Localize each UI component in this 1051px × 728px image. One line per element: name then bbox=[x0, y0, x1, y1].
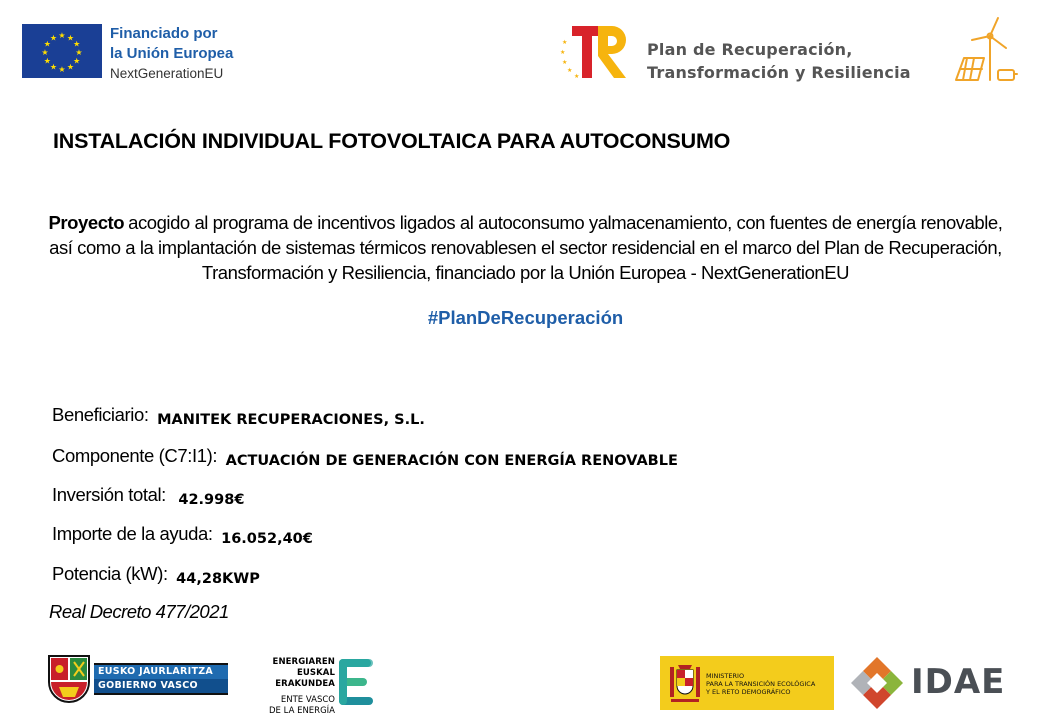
ministry-line1: MINISTERIO bbox=[706, 672, 745, 680]
project-text: acogido al programa de incentivos ligados al autoconsumo yalmacenamiento, con fuentes de energía renovable, así como a la implantación de sistemas térmicos renovablesen el sector residencial en el marco del Plan de Recuperación, Transformación y Resiliencia, financiado por la Unión Europea - NextGenerationEU bbox=[49, 212, 1003, 283]
power-field bbox=[52, 563, 260, 585]
svg-text:★: ★ bbox=[562, 39, 568, 46]
project-description bbox=[40, 210, 1011, 285]
document-title: INSTALACIÓN INDIVIDUAL FOTOVOLTAICA PARA AUTOCONSUMO bbox=[53, 129, 731, 153]
svg-text:★: ★ bbox=[562, 59, 568, 66]
svg-text:★: ★ bbox=[58, 31, 66, 40]
ministry-logo bbox=[660, 656, 834, 710]
windmill-solar-icon bbox=[950, 16, 1020, 86]
svg-text:★: ★ bbox=[567, 67, 573, 74]
svg-text:★: ★ bbox=[73, 56, 81, 66]
decree: Real Decreto 477/2021 bbox=[49, 601, 229, 622]
eu-logo-line3: NextGenerationEU bbox=[110, 66, 224, 81]
svg-text:★: ★ bbox=[75, 48, 83, 57]
eve-line2: EUSKAL ERAKUNDEA bbox=[275, 668, 335, 689]
plan-recuperacion-logo-icon bbox=[560, 22, 632, 82]
svg-text:★: ★ bbox=[73, 39, 81, 49]
svg-text:★: ★ bbox=[41, 48, 49, 57]
plan-recuperacion-text bbox=[647, 38, 911, 84]
investment-value: 42.998€ bbox=[178, 492, 245, 508]
project-lead: Proyecto bbox=[48, 212, 125, 233]
power-label: Potencia (kW): bbox=[52, 563, 168, 584]
eu-logo-line1: Financiado por bbox=[110, 25, 218, 42]
eve-line4: DE LA ENERGÍA bbox=[269, 706, 335, 716]
component-label: Componente (C7:I1): bbox=[52, 445, 218, 466]
plan-logo-line1: Plan de Recuperación, bbox=[647, 40, 853, 59]
eu-logo-text bbox=[110, 24, 233, 84]
svg-text:★: ★ bbox=[66, 33, 75, 43]
eve-line3: ENTE VASCO bbox=[280, 695, 335, 705]
beneficiary-field bbox=[52, 404, 425, 426]
investment-field bbox=[52, 484, 244, 506]
svg-text:★: ★ bbox=[49, 33, 58, 43]
component-value: ACTUACIÓN DE GENERACIÓN CON ENERGÍA RENOVABLE bbox=[225, 453, 678, 469]
ministry-text bbox=[706, 672, 815, 696]
svg-text:★: ★ bbox=[58, 65, 66, 74]
eve-line1: ENERGIAREN bbox=[272, 657, 335, 667]
idae-mark-icon bbox=[849, 655, 905, 711]
plan-logo-line2: Transformación y Resiliencia bbox=[647, 63, 911, 82]
eve-logo-text bbox=[237, 657, 335, 717]
basque-shield-icon bbox=[46, 653, 92, 705]
eve-logo bbox=[237, 657, 377, 716]
eu-funding-logo bbox=[22, 24, 262, 80]
ministry-line2: PARA LA TRANSICIÓN ECOLÓGICA bbox=[706, 680, 816, 688]
svg-text:★: ★ bbox=[43, 39, 51, 49]
svg-text:★: ★ bbox=[574, 73, 580, 80]
eu-flag-icon bbox=[22, 24, 102, 78]
spain-coat-of-arms-icon bbox=[668, 661, 702, 705]
gobierno-vasco-logo bbox=[46, 653, 228, 705]
component-field bbox=[52, 445, 678, 467]
idae-logo bbox=[849, 655, 1024, 711]
ministry-line3: Y EL RETO DEMOGRÁFICO bbox=[706, 688, 791, 696]
beneficiary-label: Beneficiario: bbox=[52, 404, 149, 425]
aid-amount-field bbox=[52, 523, 313, 545]
idae-text: IDAE bbox=[911, 662, 1006, 702]
hashtag: #PlanDeRecuperación bbox=[427, 307, 624, 328]
eu-logo-line2: la Unión Europea bbox=[110, 45, 234, 62]
aid-amount-label: Importe de la ayuda: bbox=[52, 523, 213, 544]
aid-amount-value: 16.052,40€ bbox=[221, 531, 313, 547]
svg-text:★: ★ bbox=[49, 62, 58, 72]
svg-text:★: ★ bbox=[560, 49, 566, 56]
beneficiary-value: MANITEK RECUPERACIONES, S.L. bbox=[157, 412, 425, 428]
svg-text:★: ★ bbox=[43, 56, 51, 66]
gobierno-vasco-line1: EUSKO JAURLARITZA bbox=[94, 665, 228, 679]
investment-label: Inversión total: bbox=[52, 484, 166, 505]
power-value: 44,28KWP bbox=[176, 571, 260, 587]
gobierno-vasco-line2: GOBIERNO VASCO bbox=[94, 679, 228, 693]
gobierno-vasco-band bbox=[94, 663, 228, 695]
svg-text:★: ★ bbox=[66, 62, 75, 72]
eve-mark-icon bbox=[339, 658, 375, 706]
